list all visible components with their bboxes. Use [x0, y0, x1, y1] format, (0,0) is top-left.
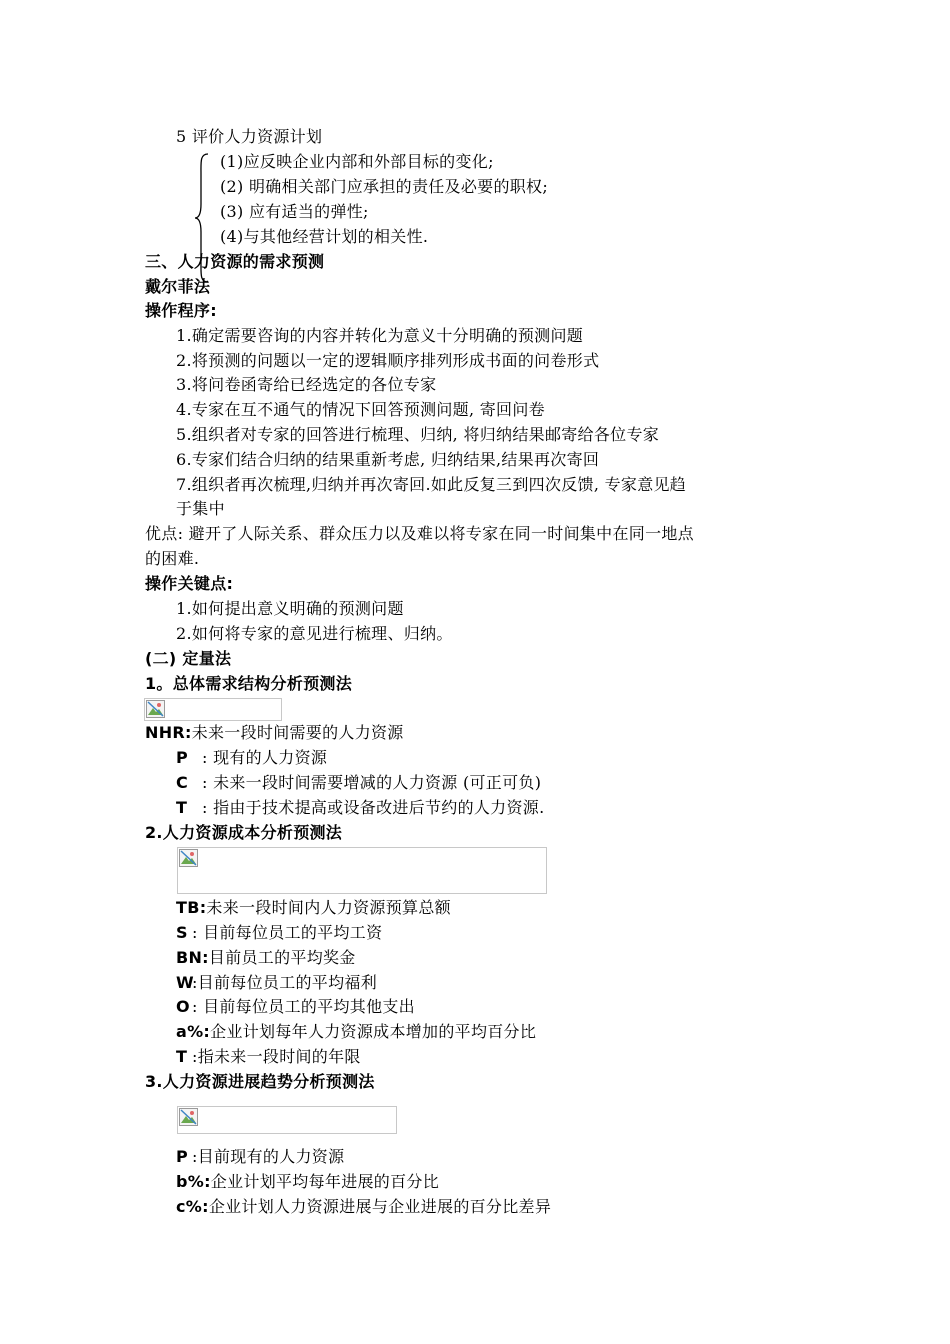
delphi-step-7: 7.组织者再次梳理,归纳并再次寄回.如此反复三到四次反馈, 专家意见趋	[176, 475, 687, 494]
formula-image-2	[177, 847, 547, 894]
broken-image-icon	[179, 849, 198, 867]
quant-title: (二) 定量法	[145, 649, 232, 668]
section5-item-4: (4)与其他经营计划的相关性.	[220, 227, 429, 246]
section5-item-1: (1)应反映企业内部和外部目标的变化;	[220, 152, 494, 171]
section5-item-2: (2) 明确相关部门应承担的责任及必要的职权;	[220, 177, 549, 196]
m1-def-c: C : 未来一段时间需要增减的人力资源 (可正可负)	[176, 773, 542, 792]
m2-def-w: W:目前每位员工的平均福利	[176, 973, 377, 992]
key-point-2: 2.如何将专家的意见进行梳理、归纳。	[176, 624, 453, 643]
delphi-step-5: 5.组织者对专家的回答进行梳理、归纳, 将归纳结果邮寄给各位专家	[176, 425, 660, 444]
m2-def-bn: BN:目前员工的平均奖金	[176, 948, 356, 967]
part3-title: 三、人力资源的需求预测	[145, 252, 325, 271]
m3-def-b: b%:企业计划平均每年进展的百分比	[176, 1172, 439, 1191]
section5-item-3: (3) 应有适当的弹性;	[220, 202, 369, 221]
key-point-1: 1.如何提出意义明确的预测问题	[176, 599, 404, 618]
advantage-line-1: 优点: 避开了人际关系、群众压力以及难以将专家在同一时间集中在同一地点	[145, 524, 694, 543]
m1-def-p: P : 现有的人力资源	[176, 748, 328, 767]
m1-def-nhr: NHR:未来一段时间需要的人力资源	[145, 723, 404, 742]
formula-image-1	[144, 698, 282, 721]
advantage-line-2: 的困难.	[145, 549, 200, 568]
method1-title: 1。总体需求结构分析预测法	[145, 674, 353, 693]
procedure-label: 操作程序:	[145, 301, 217, 320]
broken-image-icon	[146, 700, 165, 718]
method3-title: 3.人力资源进展趋势分析预测法	[145, 1072, 375, 1091]
key-points-label: 操作关键点:	[145, 574, 234, 593]
m2-def-s: S : 目前每位员工的平均工资	[176, 923, 383, 942]
delphi-step-1: 1.确定需要咨询的内容并转化为意义十分明确的预测问题	[176, 326, 584, 345]
m2-def-o: O : 目前每位员工的平均其他支出	[176, 997, 415, 1016]
section5-heading: 5 评价人力资源计划	[176, 127, 323, 146]
broken-image-icon	[179, 1108, 198, 1126]
delphi-step-4: 4.专家在互不通气的情况下回答预测问题, 寄回问卷	[176, 400, 545, 419]
delphi-step-3: 3.将问卷函寄给已经选定的各位专家	[176, 375, 437, 394]
m3-def-p: P :目前现有的人力资源	[176, 1147, 345, 1166]
delphi-step-7-cont: 于集中	[176, 499, 225, 518]
delphi-step-6: 6.专家们结合归纳的结果重新考虑, 归纳结果,结果再次寄回	[176, 450, 600, 469]
delphi-step-2: 2.将预测的问题以一定的逻辑顺序排列形成书面的问卷形式	[176, 351, 600, 370]
m2-def-a: a%:企业计划每年人力资源成本增加的平均百分比	[176, 1022, 537, 1041]
m2-def-tb: TB:未来一段时间内人力资源预算总额	[176, 898, 451, 917]
delphi-title: 戴尔菲法	[145, 277, 211, 296]
formula-image-3	[177, 1106, 397, 1134]
m2-def-t: T :指未来一段时间的年限	[176, 1047, 361, 1066]
m3-def-c: c%:企业计划人力资源进展与企业进展的百分比差异	[176, 1197, 552, 1216]
method2-title: 2.人力资源成本分析预测法	[145, 823, 343, 842]
m1-def-t: T : 指由于技术提高或设备改进后节约的人力资源.	[176, 798, 545, 817]
